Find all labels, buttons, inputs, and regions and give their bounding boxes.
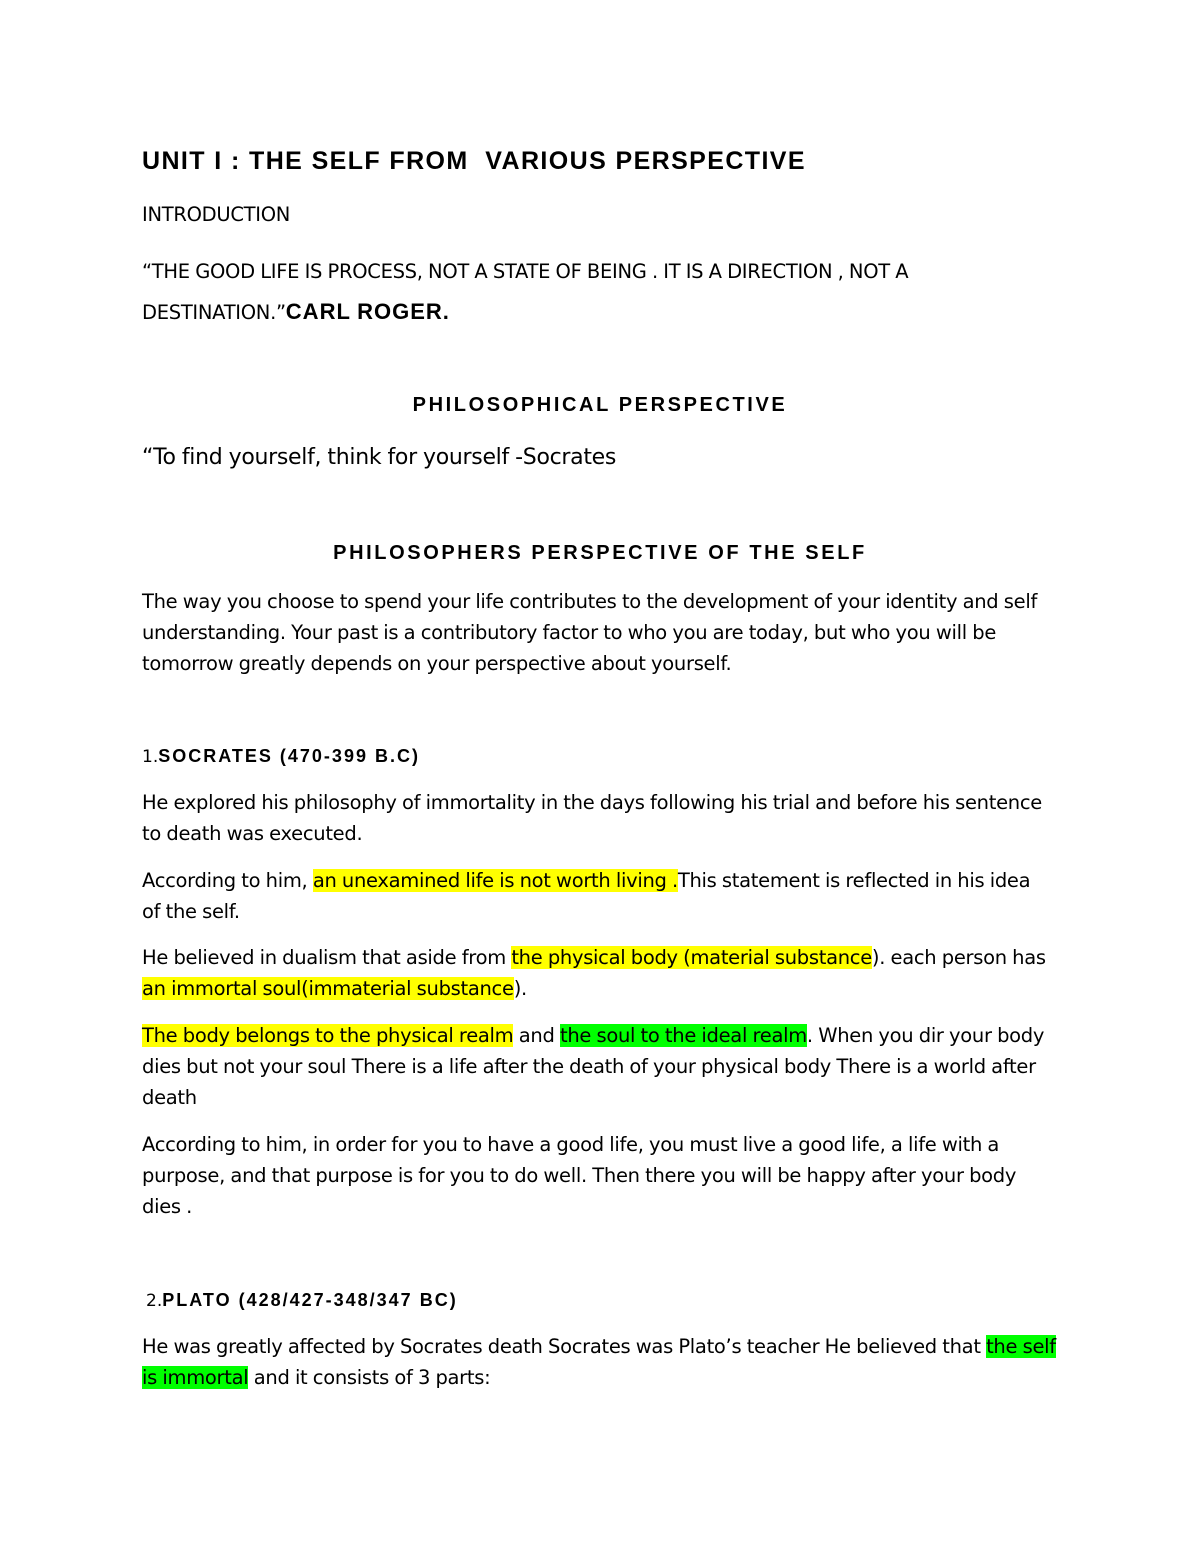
socrates-paragraph-5 xyxy=(142,1129,1082,1222)
text-run: ). xyxy=(513,977,527,1000)
intro-paragraph xyxy=(142,586,1082,679)
green-highlight: is immortal xyxy=(142,1366,249,1389)
paragraph-line: tomorrow greatly depends on your perspective about yourself. xyxy=(142,652,732,675)
paragraph-line: He explored his philosophy of immortality in the days following his trial and before his sentence xyxy=(142,791,1042,814)
unit-title: UNIT I : THE SELF FROM VARIOUS PERSPECTIVE xyxy=(142,147,806,175)
yellow-highlight: an unexamined life is not worth living . xyxy=(312,869,678,892)
paragraph-line xyxy=(142,973,1082,1004)
paragraph-line: to death was executed. xyxy=(142,822,363,845)
socrates-heading xyxy=(142,742,1082,771)
text-run: ). each person has xyxy=(871,946,1046,969)
text-run: He believed in dualism that aside from xyxy=(142,946,512,969)
paragraph-line xyxy=(142,1331,1082,1362)
paragraph-line: of the self. xyxy=(142,900,240,923)
socrates-paragraph-1 xyxy=(142,787,1082,849)
section-title: SOCRATES (470-399 B.C) xyxy=(158,746,420,766)
philosophical-heading: PHILOSOPHICAL PERSPECTIVE xyxy=(412,394,788,416)
text-run: This statement is reflected in his idea xyxy=(677,869,1031,892)
paragraph-line: dies . xyxy=(142,1195,193,1218)
text-run: and xyxy=(513,1024,560,1047)
yellow-highlight: the physical body (material substance xyxy=(511,946,872,969)
paragraph-line: death xyxy=(142,1086,197,1109)
paragraph-line: dies but not your soul There is a life after the death of your physical body There is a world after xyxy=(142,1055,1036,1078)
quote-author: CARL ROGER. xyxy=(285,299,450,324)
quote-line-2-text: DESTINATION.” xyxy=(142,301,286,324)
plato-heading xyxy=(146,1286,1086,1315)
text-run: He was greatly affected by Socrates death Socrates was Plato’s teacher He believed that xyxy=(142,1335,987,1358)
green-highlight: the self xyxy=(986,1335,1056,1358)
opening-quote xyxy=(142,252,1082,333)
paragraph-line xyxy=(142,1362,1082,1393)
socrates-paragraph-3 xyxy=(142,942,1082,1004)
yellow-highlight: The body belongs to the physical realm xyxy=(142,1024,514,1047)
yellow-highlight: an immortal soul(immaterial substance xyxy=(142,977,514,1000)
quote-line-1: “THE GOOD LIFE IS PROCESS, NOT A STATE OF BEING . IT IS A DIRECTION , NOT A xyxy=(142,260,909,283)
text-run: According to him, xyxy=(142,869,313,892)
philosophers-heading: PHILOSOPHERS PERSPECTIVE OF THE SELF xyxy=(333,542,867,564)
socrates-paragraph-4 xyxy=(142,1020,1082,1113)
section-number: 1. xyxy=(142,747,159,767)
section-title: PLATO (428/427-348/347 BC) xyxy=(162,1290,458,1310)
section-number: 2. xyxy=(146,1291,163,1311)
paragraph-line: According to him, in order for you to have a good life, you must live a good life, a life with a xyxy=(142,1133,1000,1156)
text-run: . When you dir your body xyxy=(806,1024,1045,1047)
quote-line-2 xyxy=(142,292,1082,333)
paragraph-line: The way you choose to spend your life contributes to the development of your identity and self xyxy=(142,590,1038,613)
text-run: and it consists of 3 parts: xyxy=(248,1366,491,1389)
paragraph-line xyxy=(142,1020,1082,1051)
plato-paragraph-1 xyxy=(142,1331,1082,1393)
socrates-quote: “To find yourself, think for yourself -Socrates xyxy=(142,445,617,470)
paragraph-line xyxy=(142,942,1082,973)
paragraph-line: understanding. Your past is a contributory factor to who you are today, but who you will be xyxy=(142,621,997,644)
paragraph-line: purpose, and that purpose is for you to do well. Then there you will be happy after your body xyxy=(142,1164,1017,1187)
socrates-paragraph-2 xyxy=(142,865,1082,927)
green-highlight: the soul to the ideal realm xyxy=(559,1024,807,1047)
intro-label: INTRODUCTION xyxy=(142,203,291,226)
paragraph-line xyxy=(142,865,1082,896)
